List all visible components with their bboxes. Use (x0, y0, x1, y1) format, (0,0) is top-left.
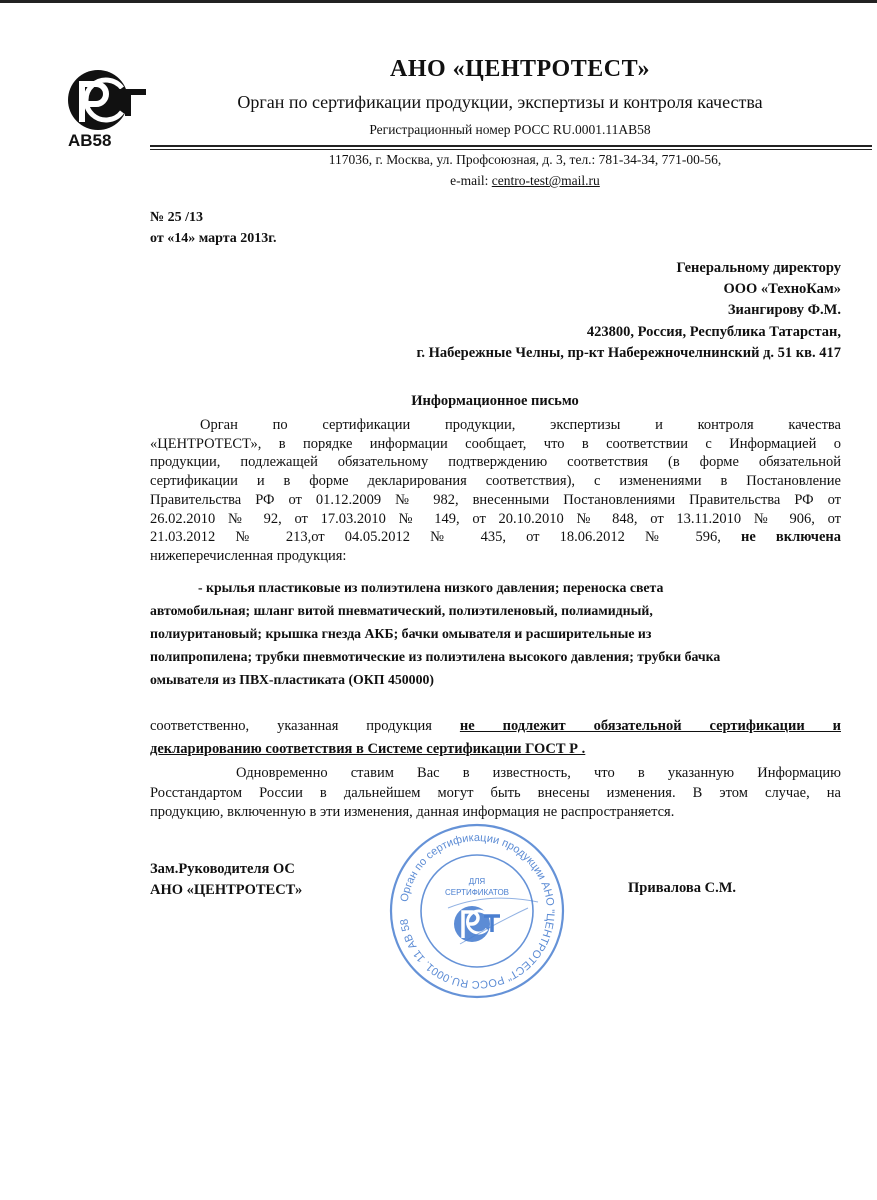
letter-date: от «14» марта 2013г. (150, 231, 277, 246)
product-list (150, 576, 830, 691)
signatory-name: Привалова С.М. (628, 880, 737, 896)
paragraph-line: продукции, подлежащей обязательному подтверждению соответствия (в форме обязательной (150, 454, 841, 471)
paragraph-line: «ЦЕНТРОТЕСТ», в порядке информации сообщает, что в соответствии с Информацией о (150, 435, 841, 452)
conclusion-emphasis: не подлежит обязательной сертификации и (459, 718, 841, 734)
recipient-line: Генеральному директору (676, 260, 841, 276)
round-stamp-icon (388, 822, 566, 1000)
email-link[interactable]: centro-test@mail.ru (491, 173, 600, 188)
email-label: e-mail: (450, 173, 492, 188)
letter-number: № 25 /13 (150, 210, 203, 225)
paragraph-main (150, 416, 841, 566)
org-address: 117036, г. Москва, ул. Профсоюзная, д. 3, тел.: 781-34-34, 771-00-56, (328, 152, 722, 167)
paragraph-line: нижеперечисленная продукция: (150, 547, 347, 564)
paragraph-line: Правительства РФ от 01.12.2009 № 982, внесенными Постановлениями Правительства РФ от (150, 491, 841, 508)
notice-line: продукцию, включенную в эти изменения, данная информация не распространяется. (150, 804, 675, 820)
stamp-inner-top: ДЛЯ (468, 877, 486, 886)
org-name: АНО «ЦЕНТРОТЕСТ» (390, 56, 650, 82)
conclusion-prefix: соответственно, указанная продукция (150, 718, 460, 734)
recipient-line: г. Набережные Челны, пр-кт Набережночелнинский д. 51 кв. 417 (416, 344, 841, 361)
notice-line: Росстандартом России в дальнейшем могут быть внесены изменения. В этом случае, на (150, 784, 841, 801)
logo-caption: АВ58 (68, 131, 112, 150)
signatory-position (150, 859, 302, 901)
document-title: Информационное письмо (411, 393, 579, 409)
stamp-inner-mid: СЕРТИФИКАТОВ (444, 888, 510, 897)
recipient-line: 423800, Россия, Республика Татарстан, (586, 323, 841, 340)
registration-number: Регистрационный номер РОСС RU.0001.11АВ58 (369, 122, 651, 137)
paragraph-line-with-bold (150, 528, 841, 547)
notice-paragraph (150, 764, 841, 823)
position-line: Зам.Руководителя ОС (150, 861, 295, 877)
recipient-line: ООО «ТехноКам» (723, 281, 841, 298)
conclusion-line (150, 715, 841, 738)
product-line: полиуритановый; крышка гнезда АКБ; бачки омывателя и расширительные из (150, 626, 652, 641)
org-email-line (200, 173, 850, 189)
product-line: автомобильная; шланг витой пневматический, полиэтиленовый, полиамидный, (150, 603, 653, 618)
position-line: АНО «ЦЕНТРОТЕСТ» (150, 882, 303, 898)
conclusion-emphasis: декларированию соответствия в Системе сертификации ГОСТ Р . (150, 741, 586, 757)
header-divider-thin (150, 149, 872, 150)
top-edge-line (0, 0, 877, 3)
recipient-block (300, 258, 841, 364)
product-line: - крылья пластиковые из полиэтилена низкого давления; переноска света (198, 580, 664, 595)
paragraph-line: Орган по сертификации продукции, экспертизы и контроля качества (200, 417, 841, 433)
not-included-bold: не включена (720, 529, 841, 546)
org-subtitle: Орган по сертификации продукции, экспертизы и контроля качества (237, 92, 763, 112)
paragraph-line: сертификации и в форме декларирования соответствия), с изменениями в Постановление (150, 473, 841, 490)
conclusion-paragraph (150, 715, 841, 761)
paragraph-text: 21.03.2012 № 213,от 04.05.2012 № 435, от 18.06.2012 № 596, (150, 529, 721, 546)
paragraph-line: 26.02.2010 № 92, от 17.03.2010 № 149, от 20.10.2010 № 848, от 13.11.2010 № 906, от (150, 510, 841, 527)
product-line: полипропилена; трубки пневмотические из полиэтилена высокого давления; трубки бачка (150, 649, 721, 664)
product-line: омывателя из ПВХ-пластиката (ОКП 450000) (150, 672, 434, 687)
notice-line: Одновременно ставим Вас в известность, что в указанную Информацию (236, 765, 841, 781)
stamp-ring-text: Орган по сертификации продукции АНО "ЦЕНТРОТЕСТ" РОСС RU.0001. 11 АВ 58 (398, 831, 557, 991)
header-divider (150, 145, 872, 147)
conclusion-line (150, 738, 841, 761)
rst-logo-icon (62, 66, 152, 152)
recipient-line: Зиангирову Ф.М. (727, 302, 841, 319)
